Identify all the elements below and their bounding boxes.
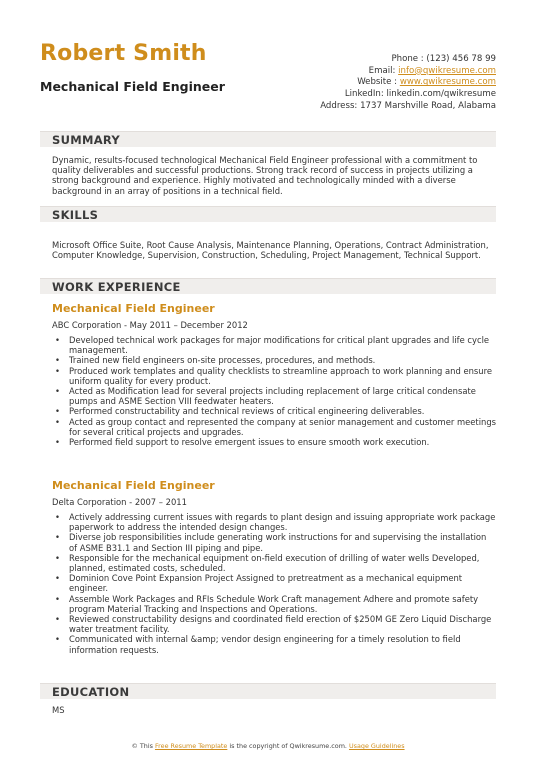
list-item: • Performed field support to resolve emergent issues to ensure smooth work execution.	[52, 437, 496, 447]
candidate-title: Mechanical Field Engineer	[40, 79, 225, 94]
list-item: • Dominion Cove Point Expansion Project Assigned to pretreatment as a mechanical equipment engineer.	[52, 573, 496, 593]
footer	[0, 742, 536, 750]
website-link[interactable]: www.qwikresume.com	[399, 77, 496, 88]
free-resume-template-link[interactable]: Free Resume Template	[154, 742, 228, 750]
list-item: • Acted as group contact and represented the company at senior management and customer meetings for several critical projects and upgrades.	[52, 417, 496, 437]
contact-email	[320, 66, 496, 78]
usage-guidelines-link[interactable]: Usage Guidelines	[348, 742, 405, 750]
contact-label: Website :	[357, 77, 400, 88]
contact-phone	[320, 54, 496, 66]
list-item: • Produced work templates and quality checklists to streamline approach to work planning and ensure uniform quality for every product.	[52, 366, 496, 386]
contact-website	[320, 77, 496, 89]
skills-text: Microsoft Office Suite, Root Cause Analysis, Maintenance Planning, Operations, Contract Administration, Computer Knowledge, Supervision, Construction, Scheduling, Project Management, Technical Support.	[52, 240, 489, 261]
list-item: • Acted as Modification lead for several projects including replacement of large critical condensate pumps and ASME Section VIII feedwater heaters.	[52, 386, 496, 406]
contact-label: Email:	[368, 65, 399, 76]
contact-value: linkedin.com/qwikresume	[386, 89, 496, 100]
contact-block	[320, 54, 496, 113]
list-item: • Responsible for the mechanical equipment on-field execution of drilling of water wells Developed, planned, estimated costs, scheduled.	[52, 553, 496, 573]
email-link[interactable]: info@qwikresume.com	[398, 65, 496, 76]
list-item: • Reviewed constructability designs and coordinated field erection of $250M GE Zero Liquid Discharge water treatment facility.	[52, 614, 496, 634]
list-item: • Performed constructability and technical reviews of critical engineering deliverables.	[52, 406, 496, 416]
list-item: • Diverse job responsibilities include generating work instructions for and supervising the installation of ASME B31.1 and Section III piping and pipe.	[52, 532, 496, 552]
candidate-name: Robert Smith	[40, 41, 207, 66]
education-text: MS	[52, 705, 65, 715]
section-heading: WORK EXPERIENCE	[52, 280, 181, 294]
education-section-header	[40, 683, 496, 699]
job-title: Mechanical Field Engineer	[52, 302, 215, 315]
contact-linkedin	[320, 89, 496, 101]
list-item: • Actively addressing current issues with regards to plant design and issuing appropriate work package paperwork to address the intended design changes.	[52, 512, 496, 532]
summary-text: Dynamic, results-focused technological Mechanical Field Engineer professional with a commitment to quality deliverables and successful productions. Strong track record of success in projects utilizing a strong background and experience. Highly motivated and technologically minded with a diverse background in an array of positions in a technical field.	[52, 155, 478, 196]
job-bullets	[52, 335, 496, 447]
footer-prefix: © This	[131, 742, 155, 750]
contact-value: (123) 456 78 99	[426, 54, 496, 64]
contact-label: LinkedIn:	[344, 89, 387, 100]
list-item: • Developed technical work packages for major modifications for critical plant upgrades and life cycle management.	[52, 335, 496, 355]
list-item: • Assemble Work Packages and RFIs Schedule Work Craft management Adhere and promote safety program Material Tracking and Inspections and Operations.	[52, 594, 496, 614]
skills-section-header	[40, 206, 496, 222]
contact-label: Address:	[320, 100, 361, 111]
job-company-dates: ABC Corporation - May 2011 – December 2012	[52, 320, 248, 330]
section-heading: EDUCATION	[52, 685, 130, 699]
contact-label: Phone :	[391, 54, 427, 64]
job-bullets	[52, 512, 496, 655]
list-item: • Communicated with internal &amp; vendor design engineering for a timely resolution to field information requests.	[52, 634, 496, 654]
summary-section-header	[40, 131, 496, 147]
footer-middle: is the copyright of Qwikresume.com.	[227, 742, 349, 750]
job-company-dates: Delta Corporation - 2007 – 2011	[52, 497, 187, 507]
contact-value: 1737 Marshville Road, Alabama	[360, 100, 496, 111]
section-heading: SKILLS	[52, 208, 99, 222]
job-title: Mechanical Field Engineer	[52, 479, 215, 492]
contact-address	[320, 101, 496, 113]
list-item: • Trained new field engineers on-site processes, procedures, and methods.	[52, 355, 496, 365]
experience-section-header	[40, 278, 496, 294]
section-heading: SUMMARY	[52, 133, 121, 147]
